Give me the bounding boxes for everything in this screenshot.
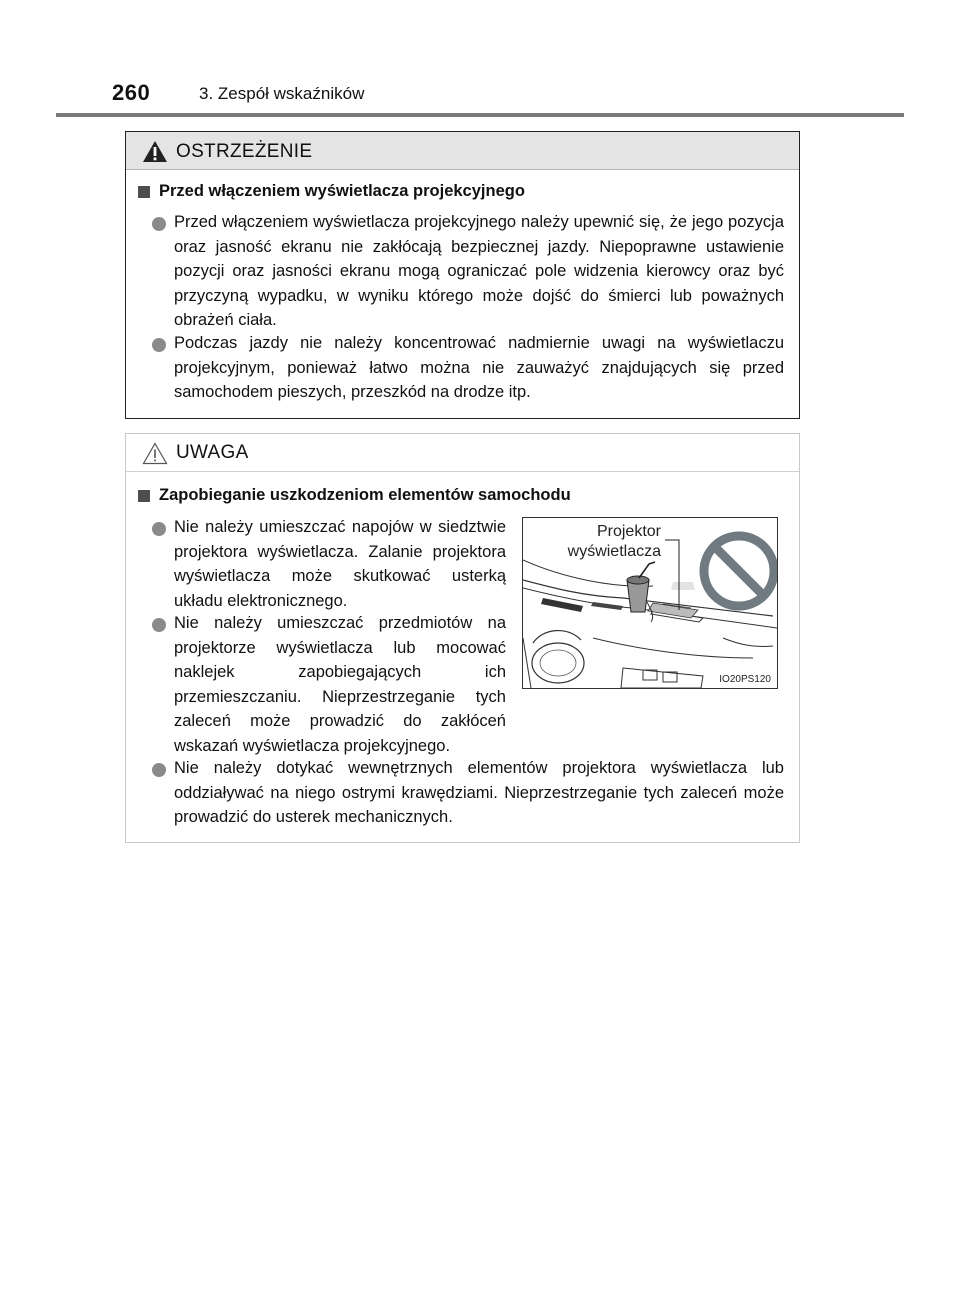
caution-heading	[138, 486, 571, 505]
projector-illustration	[522, 517, 778, 689]
warning-heading-text: Przed włączeniem wyświetlacza projekcyjnego	[159, 182, 525, 200]
circle-bullet-icon	[152, 338, 166, 352]
warning-box-header	[126, 132, 799, 170]
warning-bullet-1: Przed włączeniem wyświetlacza projekcyjnego należy upewnić się, że jego pozycja oraz jasność ekranu nie zakłócają bezpiecznej jazdy. Niepoprawne ustawienie pozycji oraz jasności ekranu mogą ograniczać pole widzenia kierowcy oraz być przyczyną wypadku, w wyniku którego może dojść do śmierci lub poważnych obrażeń ciała.	[174, 213, 784, 329]
projector-label	[568, 522, 661, 562]
projector-label-line-2: wyświetlacza	[567, 543, 661, 560]
circle-bullet-icon	[152, 618, 166, 632]
caution-heading-text: Zapobieganie uszkodzeniom elementów samochodu	[159, 486, 571, 504]
square-marker-icon	[138, 490, 150, 502]
caution-bullet-2: Nie należy umieszczać przedmiotów na projektorze wyświetlacza lub mocować naklejek zapobiegających ich przemieszczaniu. Nieprzestrzeganie tych zaleceń może prowadzić do zakłóceń wskazań wyświetlacza projekcyjnego.	[174, 614, 506, 755]
section-title: 3. Zespół wskaźników	[199, 84, 365, 103]
warning-triangle-outline-icon	[142, 442, 168, 465]
caution-box-header	[126, 434, 799, 472]
figure-code: IO20PS120	[719, 674, 771, 685]
warning-box	[125, 131, 800, 419]
caution-bullet-1: Nie należy umieszczać napojów w siedztwie projektora wyświetlacza. Zalanie projektora wyświetlacza może skutkować usterką układu elektronicznego.	[174, 518, 506, 610]
warning-label: OSTRZEŻENIE	[176, 141, 313, 162]
page-header	[0, 0, 960, 120]
circle-bullet-icon	[152, 217, 166, 231]
warning-triangle-filled-icon	[142, 140, 168, 163]
square-marker-icon	[138, 186, 150, 198]
circle-bullet-icon	[152, 522, 166, 536]
caution-box	[125, 433, 800, 843]
projector-label-line-1: Projektor	[596, 523, 661, 540]
warning-bullet-2: Podczas jazdy nie należy koncentrować nadmiernie uwagi na wyświetlaczu projekcyjnym, ponieważ łatwo można nie zauważyć znajdujących się przed samochodem pieszych, przeszkód na drodze itp.	[174, 334, 784, 401]
warning-heading	[138, 182, 525, 201]
page-number: 260	[112, 80, 151, 105]
prohibition-icon	[704, 536, 774, 606]
circle-bullet-icon	[152, 763, 166, 777]
caution-label: UWAGA	[176, 442, 249, 463]
caution-bullet-3: Nie należy dotykać wewnętrznych elementów projektora wyświetlacza lub oddziaływać na niego ostrymi krawędziami. Nieprzestrzeganie tych zaleceń może prowadzić do usterek mechanicznych.	[174, 759, 784, 826]
header-rule	[56, 113, 904, 117]
